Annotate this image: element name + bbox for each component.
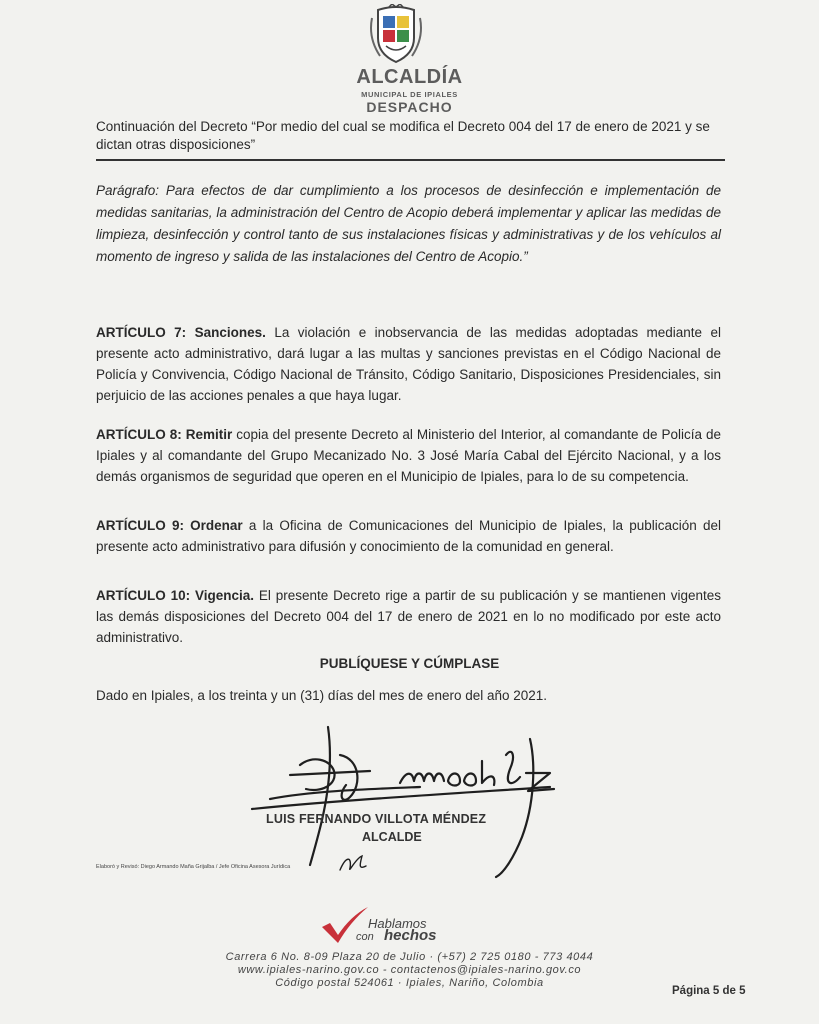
article-7-heading: ARTÍCULO 7: Sanciones. (96, 325, 266, 340)
header-despacho: DESPACHO (366, 99, 453, 115)
article-8-heading: ARTÍCULO 8: Remitir (96, 427, 233, 442)
header-divider (96, 159, 725, 161)
reviewer-initials-signature (338, 852, 368, 876)
article-7-text: La violación e inobservancia de las medidas adoptadas mediante el presente acto administrativo, dará lugar a las multas y sanciones previstas en el Código Nacional de Policía y Convivencia, Código Nacional de Tránsito, Código Sanitario, Disposiciones Presidenciales, sin perjuicio de las acciones penales a que haya lugar. (96, 325, 721, 403)
article-10 (96, 585, 721, 648)
dated-statement: Dado en Ipiales, a los treinta y un (31) días del mes de enero del año 2021. (96, 688, 548, 703)
municipal-seal-logo (368, 4, 424, 66)
page-number: Página 5 de 5 (672, 985, 746, 997)
prepared-by-note: Elaboró y Revisó: Diego Armando Maña Grijalba / Jefe Oficina Asesora Jurídica (96, 864, 291, 870)
publiquese-heading: PUBLÍQUESE Y CÚMPLASE (319, 656, 500, 671)
signer-name: LUIS FERNANDO VILLOTA MÉNDEZ (266, 812, 487, 826)
signer-title: ALCALDE (362, 830, 422, 844)
article-8 (96, 424, 721, 487)
slogan-con: con (356, 931, 374, 943)
article-10-text: El presente Decreto rige a partir de su publicación y se mantienen vigentes las demás disposiciones del Decreto 004 del 17 de enero de 2021 en lo no modificado por este acto administrativo. (96, 588, 721, 645)
article-8-text: copia del presente Decreto al Ministerio del Interior, al comandante de Policía de Ipiales y al comandante del Grupo Mecanizado No. 3 José María Cabal del Ejército Nacional, y a los demás organismos de seguridad que operen en el Municipio de Ipiales, para lo de su competencia. (96, 427, 722, 484)
footer-postal-code: Código postal 524061 · Ipiales, Nariño, Colombia (275, 977, 544, 989)
handwritten-signature (250, 725, 590, 880)
footer-web-email: www.ipiales-narino.gov.co - contactenos@ipiales-narino.gov.co (237, 964, 582, 976)
footer-address: Carrera 6 No. 8-09 Plaza 20 de Julio · (+57) 2 725 0180 - 773 4044 (225, 951, 594, 963)
article-7 (96, 322, 721, 406)
article-9 (96, 515, 721, 557)
header-municipal: MUNICIPAL DE IPIALES (361, 90, 458, 99)
slogan-hablamos: Hablamos (368, 916, 427, 931)
slogan-hechos: hechos (384, 927, 437, 944)
article-9-text: a la Oficina de Comunicaciones del Municipio de Ipiales, la publicación del presente acto administrativo para difusión y conocimiento de la comunidad en general. (96, 518, 721, 554)
continuation-heading: Continuación del Decreto “Por medio del cual se modifica el Decreto 004 del 17 de enero de 2021 y se dictan otras disposiciones” (96, 119, 710, 152)
header-alcaldia: ALCALDÍA (356, 66, 463, 88)
article-9-heading: ARTÍCULO 9: Ordenar (96, 518, 243, 533)
paragrafo-text: Parágrafo: Para efectos de dar cumplimiento a los procesos de desinfección e implementación de medidas sanitarias, la administración del Centro de Acopio deberá implementar y aplicar las medidas de limpieza, desinfección y control tanto de sus instalaciones físicas y administrativas y de los vehículos al momento de ingreso y salida de las instalaciones del Centro de Acopio.” (96, 183, 721, 264)
article-10-heading: ARTÍCULO 10: Vigencia. (96, 588, 255, 603)
